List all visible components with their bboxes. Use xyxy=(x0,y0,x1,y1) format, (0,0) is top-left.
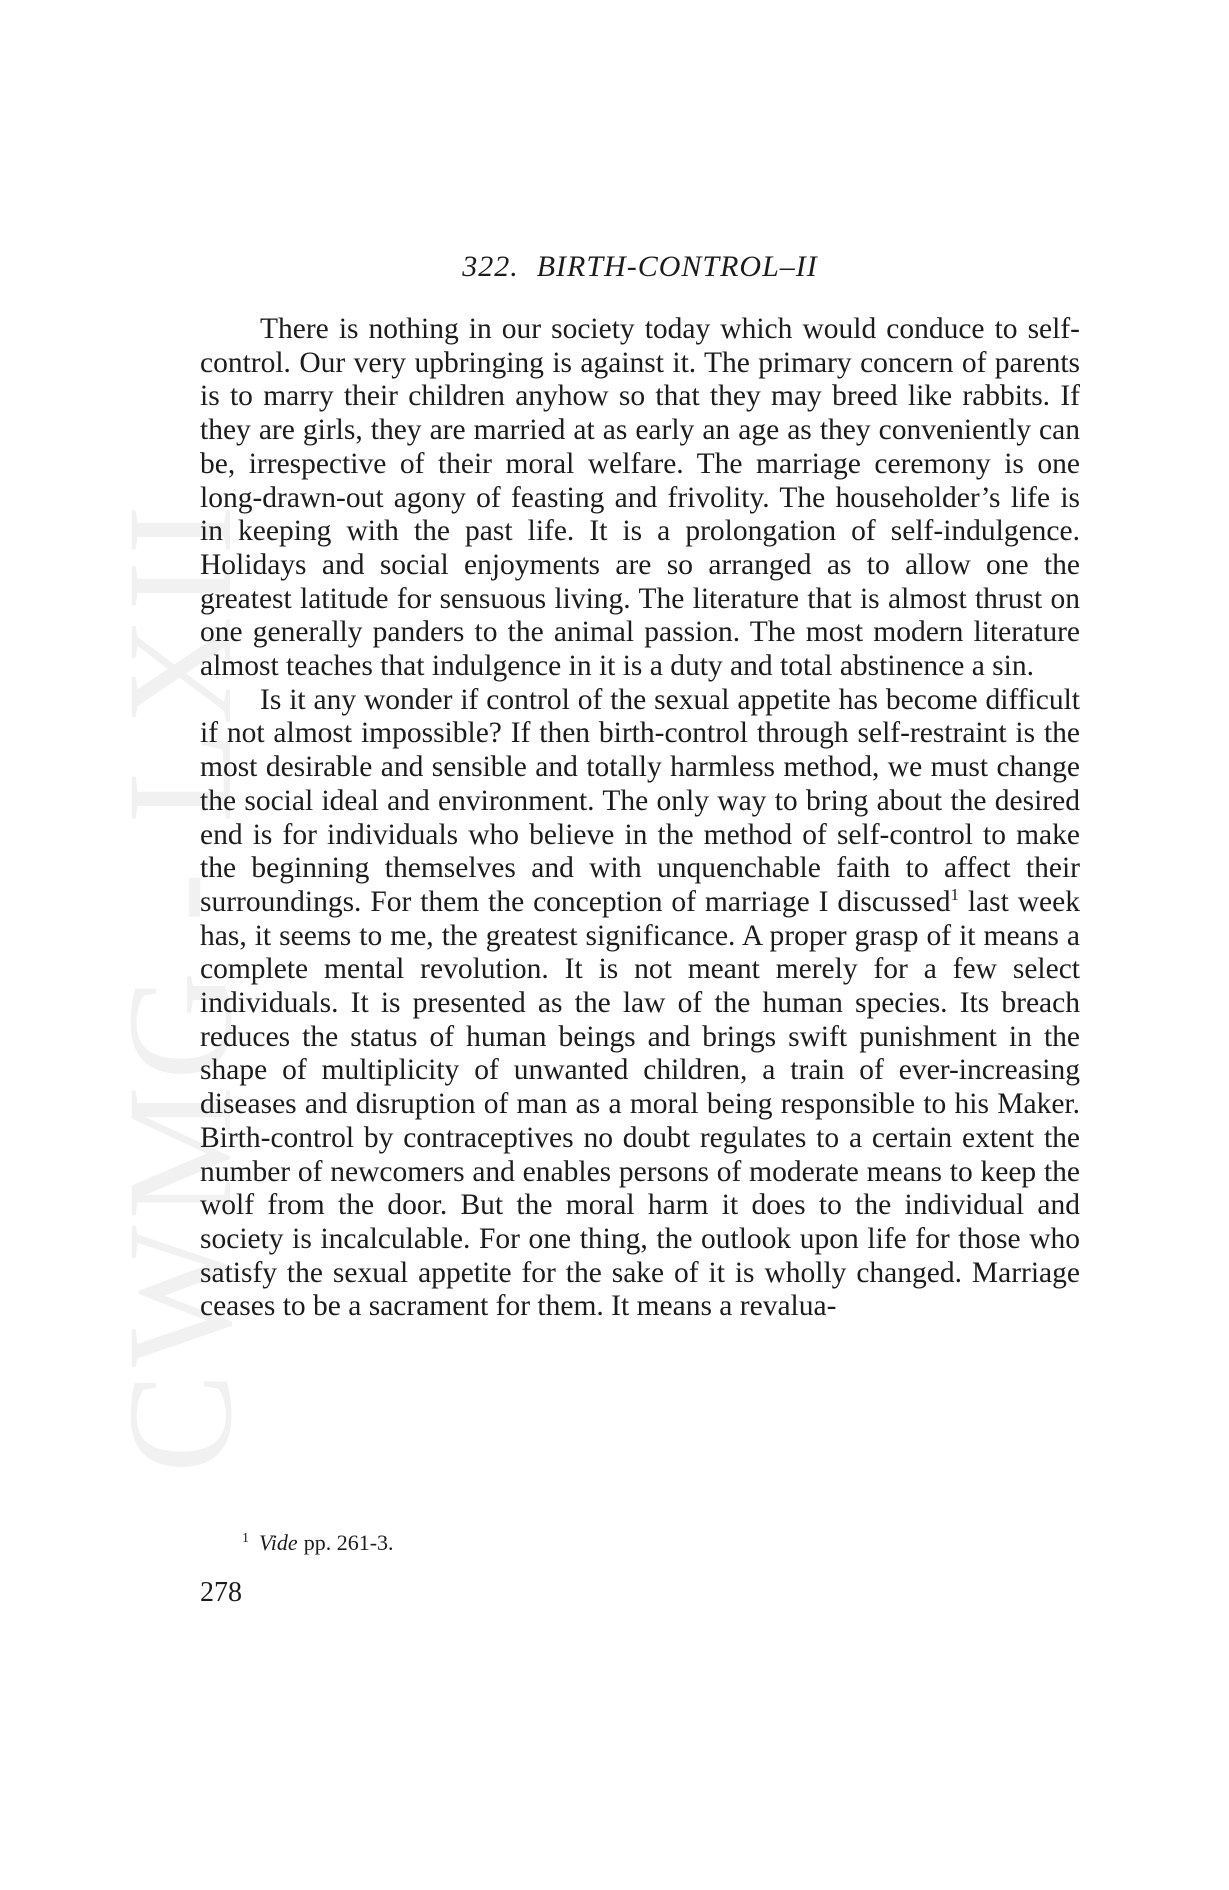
paragraph-text: last week has, it seems to me, the greatest significance. A proper grasp of it means a complete mental revolution. It is not meant merely for a few select individuals. It is presented as the law of the human species. Its breach reduces the status of human beings and brings swift punishment in the shape of multiplicity of unwanted children, a train of ever-increasing diseases and disruption of man as a moral being responsible to his Maker. Birth-control by contraceptives no doubt regulates to a certain extent the number of newcomers and enables persons of moderate means to keep the wolf from the door. But the moral harm it does to the individual and society is incalculable. For one thing, the outlook upon life for those who satisfy the sexual appetite for the sake of it is wholly changed. Marriage ceases to be a sacrament for them. It means a revalua- xyxy=(200,885,1080,1323)
article-number: 322. xyxy=(462,250,519,283)
footnote-italic: Vide xyxy=(259,1530,298,1555)
paragraph: There is nothing in our society today which would conduce to self-control. Our very upbringing is against it. The primary concern of parents is to marry their children anyhow so that they may breed like rabbits. If they are girls, they are married at as early an age as they conveniently can be, irrespective of their moral welfare. The marriage ceremony is one long-drawn-out agony of feasting and frivolity. The householder’s life is in keeping with the past life. It is a prolongation of self-indulgence. Holidays and social enjoyments are so arranged as to allow one the greatest latitude for sensuous living. The literature that is almost thrust on one generally panders to the animal passion. The most modern literature almost teaches that indulgence in it is a duty and total abstinence a sin. xyxy=(200,313,1080,683)
paragraph-text: Is it any wonder if control of the sexual appetite has become difficult if not almost impossible? If then birth-control through self-restraint is the most desirable and sensible and totally harmless method, we must change the social ideal and environment. The only way to bring about the desired end is for individuals who believe in the method of self-control to make the beginning themselves and with unquenchable faith to affect their surroundings. For them the conception of marriage I discussed xyxy=(200,683,1080,918)
footnote xyxy=(242,1530,394,1556)
article-body xyxy=(200,313,1080,1324)
footnote-text: pp. 261-3. xyxy=(303,1530,394,1555)
footnote-marker: 1 xyxy=(242,1531,249,1546)
watermark: CWMG - LXII xyxy=(97,498,263,1474)
article-title: BIRTH-CONTROL–II xyxy=(536,250,818,283)
paragraph xyxy=(200,684,1080,1324)
page-title xyxy=(200,250,1080,284)
footnote-reference: 1 xyxy=(950,884,959,904)
page-number: 278 xyxy=(200,1577,242,1608)
